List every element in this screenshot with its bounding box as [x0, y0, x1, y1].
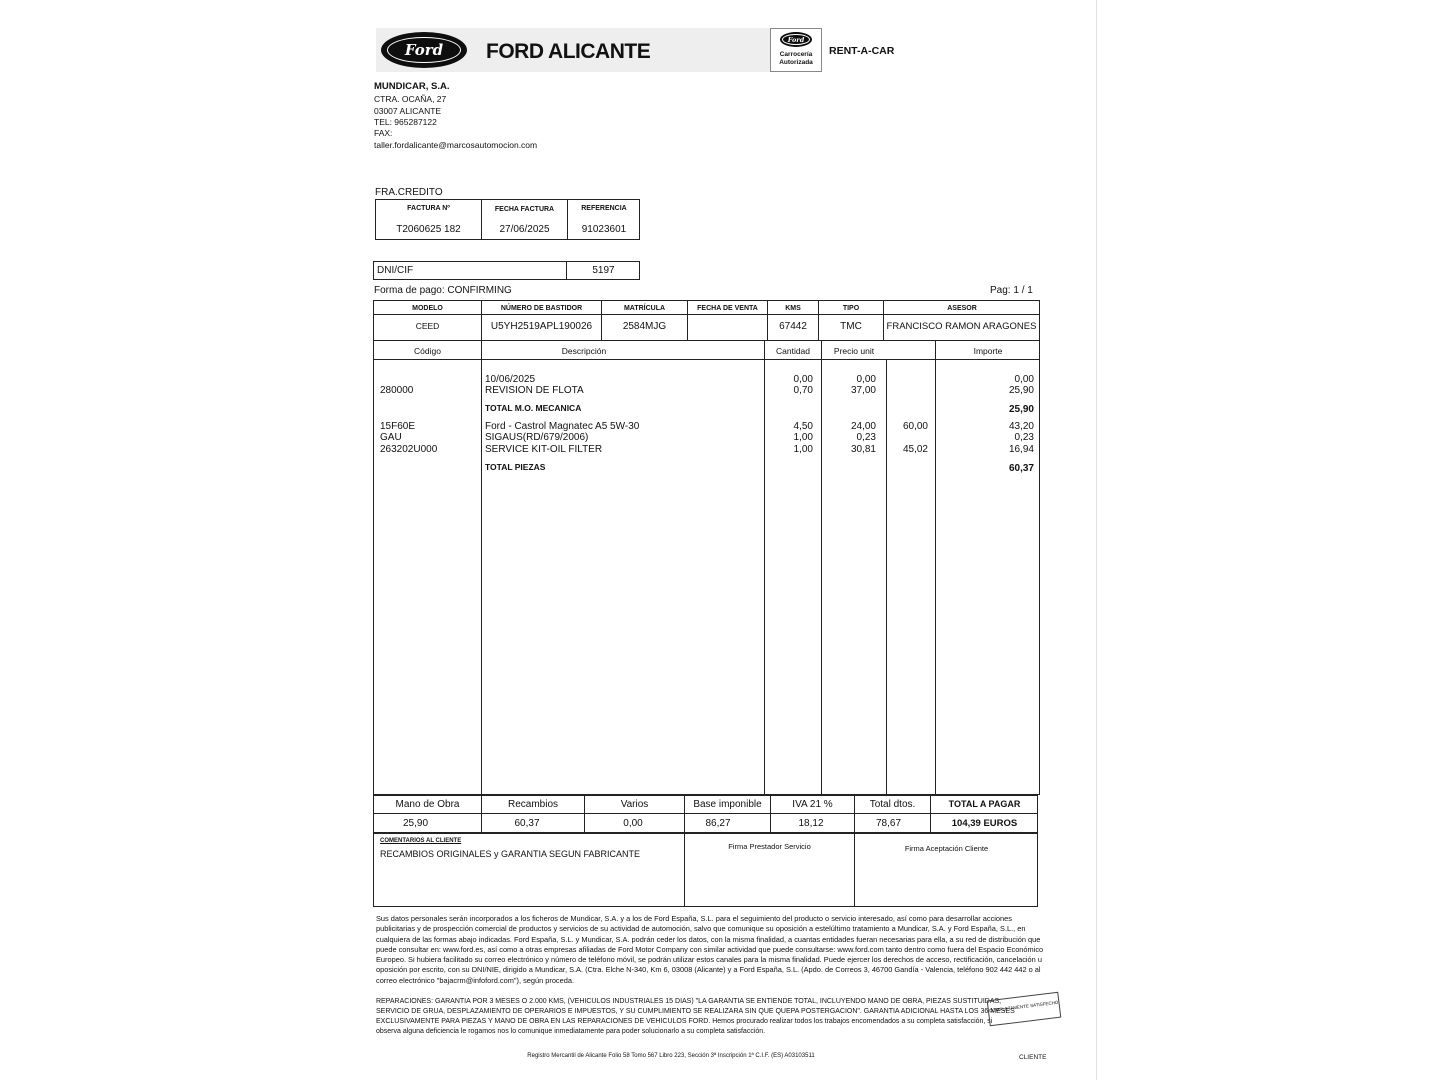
invoice-number-label: FACTURA Nº [407, 205, 450, 212]
line-price: 0,23 [856, 432, 876, 443]
vehicle-advisor: FRANCISCO RAMON ARAGONES [886, 321, 1037, 332]
invoice-reference: 91023601 [581, 224, 627, 235]
vehicle-plate-header: MATRÍCULA [623, 305, 666, 312]
vehicle-kms: 67442 [779, 321, 807, 332]
vat-header: IVA 21 % [792, 799, 833, 810]
lines-divider [821, 340, 822, 795]
company-address-1: CTRA. OCAÑA, 27 [374, 94, 447, 104]
vat-amount: 18,12 [798, 818, 824, 829]
company-tel: TEL: 965287122 [374, 117, 437, 127]
line-description: 10/06/2025 [485, 374, 536, 385]
page-edge [1096, 0, 1097, 1080]
line-amount: 43,20 [1008, 421, 1034, 432]
cantidad-header: Cantidad [775, 346, 811, 356]
line-description: SERVICE KIT-OIL FILTER [485, 444, 603, 455]
company-fax: FAX: [374, 128, 393, 138]
carroceria-label: Carrocería Autorizada [779, 51, 813, 66]
line-quantity: 1,00 [793, 432, 813, 443]
carroceria-ford-logo [780, 32, 812, 47]
subtotal-labor-value: 25,90 [1008, 404, 1034, 415]
total-to-pay: 104,39 EUROS [951, 818, 1018, 829]
importe-header: Importe [973, 346, 1003, 356]
comments-label: COMENTARIOS AL CLIENTE [380, 838, 462, 844]
line-code: GAU [380, 432, 402, 443]
line-description: Ford - Castrol Magnatec A5 5W-30 [485, 421, 640, 432]
dni-value: 5197 [592, 265, 615, 276]
subtotal-labor-label: TOTAL M.O. MECANICA [485, 403, 582, 413]
vehicle-type-header: TIPO [842, 305, 860, 312]
registry-footer: Registro Mercantil de Alicante Folio 58 Tomo 567 Libro 223, Sección 3ª Inscripción 1ª C.I.F. (ES) A03103511 [527, 1053, 815, 1059]
line-code: 280000 [380, 385, 414, 396]
company-address-2: 03007 ALICANTE [374, 106, 442, 116]
line-quantity: 4,50 [793, 421, 813, 432]
line-quantity: 0,00 [793, 374, 813, 385]
line-price: 30,81 [850, 444, 876, 455]
payment-method: Forma de pago: CONFIRMING [374, 285, 512, 296]
comments-text: RECAMBIOS ORIGINALES y GARANTIA SEGUN FABRICANTE [380, 849, 641, 859]
vehicle-plate: 2584MJG [622, 321, 667, 332]
invoice-type: FRA.CREDITO [375, 187, 443, 198]
lines-divider [481, 340, 482, 795]
line-amount: 16,94 [1008, 444, 1034, 455]
line-quantity: 1,00 [793, 444, 813, 455]
lines-header-line [373, 359, 1040, 360]
provider-signature-label: Firma Prestador Servicio [728, 842, 811, 851]
vehicle-model: CEED [415, 321, 440, 331]
carroceria-logo-text: Ford [787, 35, 805, 44]
labor-total-header: Mano de Obra [395, 799, 460, 810]
vehicle-kms-header: KMS [785, 305, 801, 312]
line-code: 15F60E [380, 421, 416, 432]
vehicle-vin: U5YH2519APL190026 [490, 321, 593, 332]
codigo-header: Código [414, 346, 441, 356]
privacy-notice: Sus datos personales serán incorporados a los ficheros de Mundicar, S.A. y a los de Ford España, S.L. para el seguimiento del producto o servicio interesado, así como para desarrollar acciones publicitarias y de prospección comercial de productos y servicios de su actividad de automoción, salvo que comunique su oposición a estelúltimo tratamiento a Mundicar, S.A. y Ford España, S.L., en cualquiera de las formas abajo indicadas. Ford España, S.L. y Mundicar, S.A. podrán ceder los datos, con la misma finalidad, a cuantas entidades fueran necesarias para ella, a su red de distribución que puede consultar en: www.ford.es, así como a otras empresas afiliadas de Ford Motor Company con similar actividad que puede consultarse: www.ford.com tanto dentro como fuera del Espacio Económico Europeo. Si hubiera facilitado su correo electrónico y número de teléfono móvil, se podrán utilizar estos canales para la misma finalidad. Puede ejercer los derechos de acceso, rectificación, cancelación u oposición por escrito, con su DNI/NIE, dirigido a Mundicar, S.A. (Ctra. Elche N-340, Km 6, 03008 (Alicante) y a Ford España, S.L. (Apdo. de Correos 3, 46700 Gandía - Valencia, teléfono 902 442 442 o al correo electrónico "bajacrm@infoford.com"), según proceda. [376, 914, 1044, 985]
dni-label: DNI/CIF [377, 265, 414, 276]
line-discount: 60,00 [902, 421, 928, 432]
vehicle-type: TMC [840, 321, 862, 332]
client-signature-label: Firma Aceptación Cliente [904, 844, 989, 853]
precio-header: Precio unit [833, 346, 875, 356]
lines-divider [764, 340, 765, 795]
page-number: Pag: 1 / 1 [990, 285, 1033, 296]
line-price: 37,00 [850, 385, 876, 396]
carroceria-badge [770, 28, 822, 72]
ford-logo [381, 32, 467, 68]
invoice-date: 27/06/2025 [499, 224, 550, 235]
ford-logo-text: Ford [404, 41, 444, 59]
parts-total: 60,37 [514, 818, 540, 829]
invoice-reference-label: REFERENCIA [581, 205, 627, 212]
totals-header-line [373, 813, 1038, 814]
line-amount: 25,90 [1008, 385, 1034, 396]
line-price: 24,00 [850, 421, 876, 432]
vehicle-model-header: MODELO [412, 305, 443, 312]
rent-a-car-label: RENT-A-CAR [829, 45, 895, 57]
line-quantity: 0,70 [793, 385, 813, 396]
line-description: REVISION DE FLOTA [485, 385, 584, 396]
labor-total: 25,90 [402, 818, 429, 829]
vehicle-vin-header: NÚMERO DE BASTIDOR [500, 305, 583, 312]
subtotal-parts-value: 60,37 [1008, 463, 1034, 474]
misc-total: 0,00 [623, 818, 643, 829]
vehicle-advisor-header: ASESOR [947, 305, 977, 312]
discounts-header: Total dtos. [869, 799, 916, 810]
line-code: 263202U000 [380, 444, 438, 455]
line-discount: 45,02 [902, 444, 928, 455]
satisfaction-stamp: COMPLETAMENTE SATISFECHO [987, 992, 1062, 1027]
line-price: 0,00 [856, 374, 876, 385]
misc-total-header: Varios [620, 799, 649, 810]
warranty-notice: REPARACIONES: GARANTIA POR 3 MESES O 2.000 KMS, (VEHICULOS INDUSTRIALES 15 DIAS) "LA GARANTIA SE ENTIENDE TOTAL, INCLUYENDO MANO DE OBRA, PIEZAS SUSTITUIDAS, SERVICIO DE GRUA, DESPLAZAMIENTO DE OPERARIOS E IMPUESTOS, Y SU CUMPLIMIENTO SE REALIZARA SIN QUE QUEPA POSTERGACION". GARANTIA ADICIONAL HASTA LOS 36 MESES EXCLUSIVAMENTE PARA PIEZAS Y MANO DE OBRA EN LAS REPARACIONES DE VEHICULOS FORD. Hemos procurado realizar todos los trabajos encomendados a su completa satisfacción, si observa alguna deficiencia le rogamos nos lo comunique inmediatamente para poder solucionarlo a su completa satisfacción. [376, 998, 1015, 1035]
vehicle-sale-date-header: FECHA DE VENTA [697, 305, 758, 312]
invoice-date-label: FECHA FACTURA [494, 206, 555, 213]
vehicle-header-line [373, 314, 1040, 315]
discounts-total: 78,67 [875, 818, 902, 829]
line-amount: 0,00 [1014, 374, 1034, 385]
descripcion-header: Descripción [561, 346, 607, 356]
total-to-pay-header: TOTAL A PAGAR [948, 799, 1021, 809]
company-name: MUNDICAR, S.A. [374, 81, 450, 92]
tax-base: 86,27 [705, 818, 731, 829]
parts-total-header: Recambios [507, 799, 559, 810]
tax-base-header: Base imponible [693, 799, 762, 810]
subtotal-parts-label: TOTAL PIEZAS [485, 462, 546, 472]
invoice-number: T2060625 182 [396, 224, 461, 235]
copy-label: CLIENTE [1019, 1054, 1047, 1061]
line-amount: 0,23 [1014, 432, 1034, 443]
company-email: taller.fordalicante@marcosautomocion.com [374, 140, 538, 150]
line-description: SIGAUS(RD/679/2006) [485, 432, 589, 443]
brand-title: FORD ALICANTE [486, 40, 651, 63]
